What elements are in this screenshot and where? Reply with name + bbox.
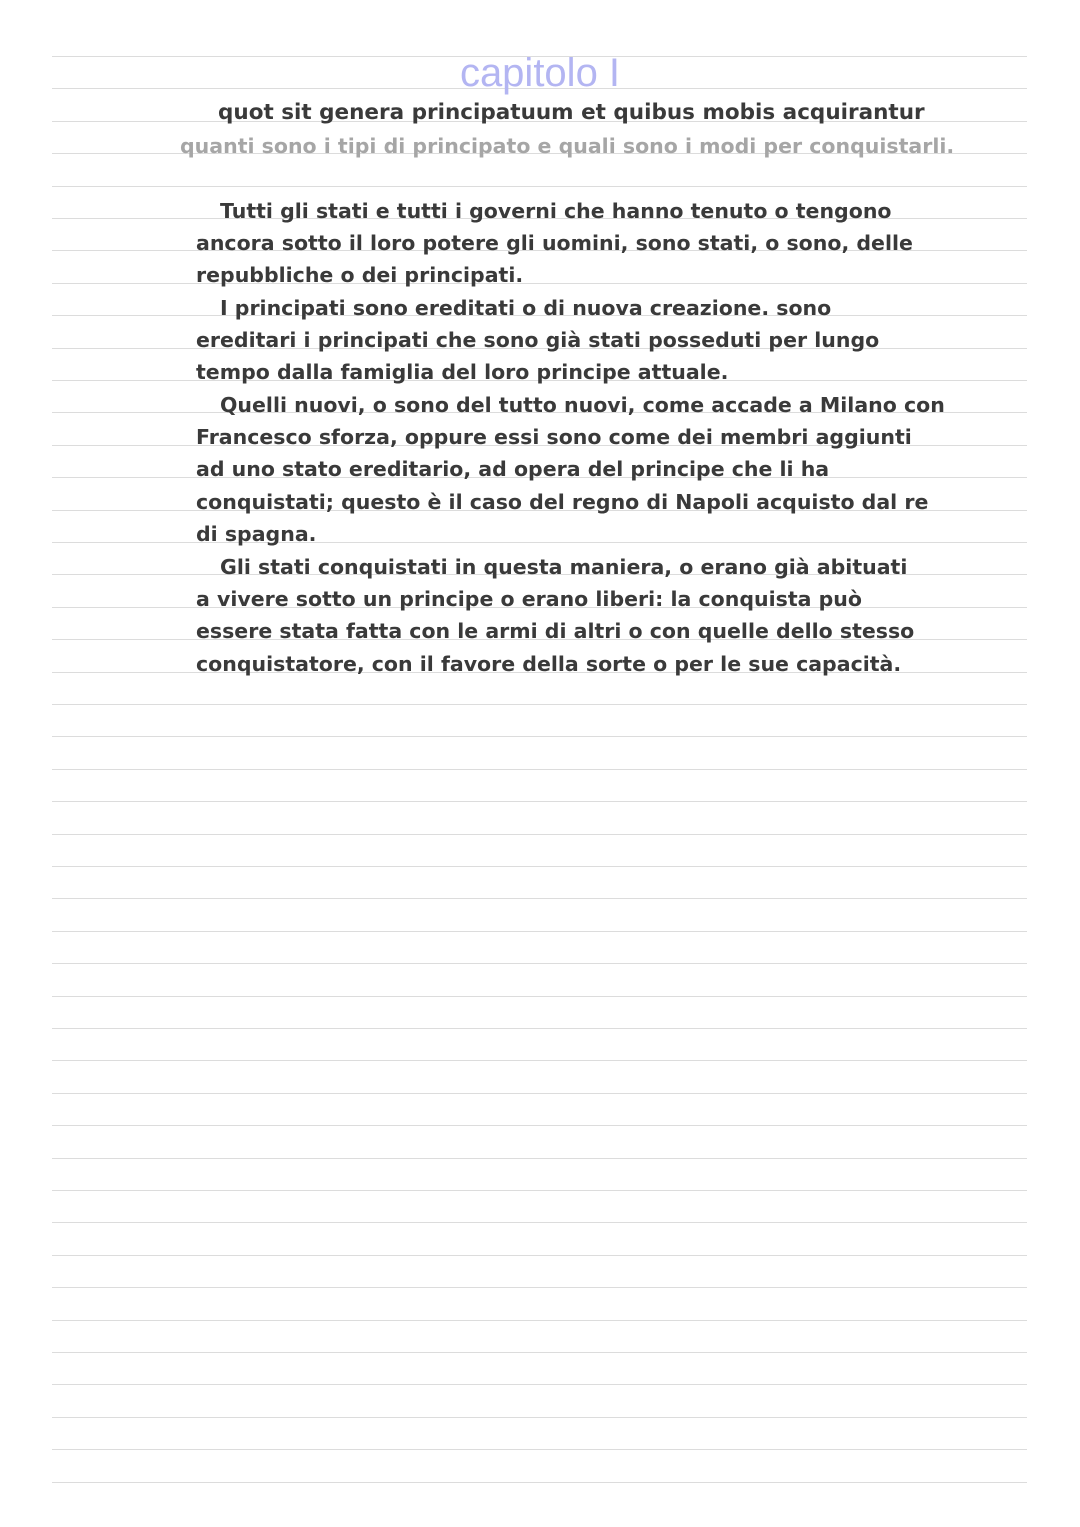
ruled-line [52,834,1027,835]
ruled-line [52,1255,1027,1256]
body-line: conquistatore, con il favore della sorte o per le sue capacità. [196,652,902,676]
ruled-line [52,1449,1027,1450]
body-line: ereditari i principati che sono già stati posseduti per lungo [196,328,880,352]
latin-heading: quot sit genera principatuum et quibus mobis acquirantur [218,100,925,125]
ruled-line [52,1482,1027,1483]
ruled-line [52,186,1027,187]
body-line: Tutti gli stati e tutti i governi che hanno tenuto o tengono [220,199,892,223]
ruled-line [52,736,1027,737]
body-line: ancora sotto il loro potere gli uomini, sono stati, o sono, delle [196,231,913,255]
body-line: a vivere sotto un principe o erano liberi: la conquista può [196,587,862,611]
ruled-line [52,769,1027,770]
ruled-line [52,1287,1027,1288]
body-line: Gli stati conquistati in questa maniera, o erano già abituati [220,555,908,579]
ruled-line [52,963,1027,964]
ruled-line [52,1125,1027,1126]
body-line: essere stata fatta con le armi di altri o con quelle dello stesso [196,619,915,643]
body-line: tempo dalla famiglia del loro principe attuale. [196,360,729,384]
ruled-line [52,1320,1027,1321]
ruled-line [52,801,1027,802]
ruled-line [52,931,1027,932]
body-line: conquistati; questo è il caso del regno di Napoli acquisto dal re [196,490,929,514]
ruled-line [52,1222,1027,1223]
chapter-title: capitolo I [459,51,621,95]
ruled-line [52,1060,1027,1061]
body-line: repubbliche o dei principati. [196,263,524,287]
body-line: ad uno stato ereditario, ad opera del principe che li ha [196,457,830,481]
body-line: di spagna. [196,522,317,546]
body-line: Francesco sforza, oppure essi sono come dei membri aggiunti [196,425,912,449]
ruled-line [52,1352,1027,1353]
italian-heading: quanti sono i tipi di principato e quali sono i modi per conquistarli. [180,134,955,158]
ruled-line [52,704,1027,705]
ruled-line [52,1028,1027,1029]
ruled-line [52,1417,1027,1418]
ruled-line [52,996,1027,997]
ruled-line [52,898,1027,899]
ruled-line [52,1158,1027,1159]
ruled-line [52,1190,1027,1191]
ruled-line [52,1384,1027,1385]
body-line: I principati sono ereditati o di nuova creazione. sono [220,296,832,320]
body-line: Quelli nuovi, o sono del tutto nuovi, come accade a Milano con [220,393,945,417]
ruled-line [52,866,1027,867]
ruled-line [52,1093,1027,1094]
